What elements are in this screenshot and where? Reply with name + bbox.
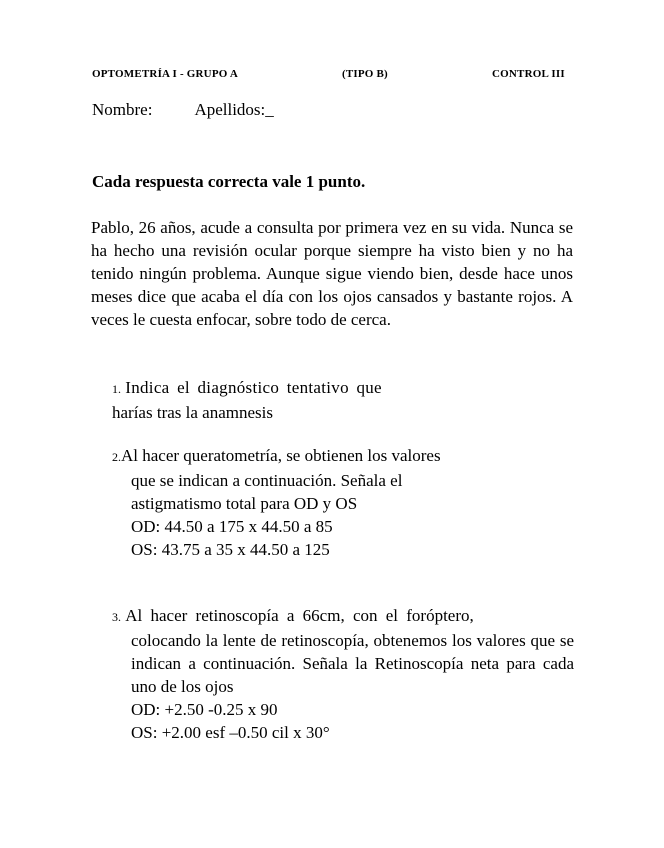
question-2-line-3: astigmatismo total para OD y OS (131, 494, 358, 513)
question-3-od-values: OD: +2.50 -0.25 x 90 (131, 700, 278, 719)
question-2-number: 2. (112, 450, 121, 464)
question-3-os-values: OS: +2.00 esf –0.50 cil x 30° (131, 723, 330, 742)
question-1-line-1: Indica el diagnóstico tentativo que (125, 378, 382, 397)
student-fields (92, 100, 274, 120)
question-3-number: 3. (112, 610, 121, 624)
case-description: Pablo, 26 años, acude a consulta por primera vez en su vida. Nunca se ha hecho una revisión ocular porque siempre ha visto bien y no ha tenido ningún problema. Aunque sigue viendo bien, desde hace unos meses dice que acaba el día con los ojos cansados y bastante rojos. A veces le cuesta enfocar, sobre todo de cerca. (91, 218, 573, 329)
control-header: CONTROL III (492, 68, 565, 80)
question-2-os-values: OS: 43.75 a 35 x 44.50 a 125 (131, 540, 330, 559)
question-1 (112, 376, 432, 424)
question-1-number: 1. (112, 382, 121, 396)
nombre-label: Nombre: (92, 100, 153, 119)
question-3-line-1: Al hacer retinoscopía a 66cm, con el foróptero, (125, 606, 474, 625)
apellidos-label: Apellidos:_ (194, 100, 274, 119)
exam-type-header: (TIPO B) (342, 68, 388, 80)
question-3 (112, 604, 574, 744)
question-1-line-2: harías tras la anamnesis (112, 403, 273, 422)
question-2-line-1: Al hacer queratometría, se obtienen los valores (121, 446, 441, 465)
question-2-od-values: OD: 44.50 a 175 x 44.50 a 85 (131, 517, 333, 536)
question-2 (112, 444, 512, 561)
course-header: OPTOMETRÍA I - GRUPO A (92, 68, 238, 80)
scoring-instructions: Cada respuesta correcta vale 1 punto. (92, 172, 366, 191)
question-2-line-2: que se indican a continuación. Señala el (131, 471, 403, 490)
question-3-body: colocando la lente de retinoscopía, obtenemos los valores que se indican a continuación. Señala la Retinoscopía neta para cada uno de los ojos (131, 631, 574, 696)
